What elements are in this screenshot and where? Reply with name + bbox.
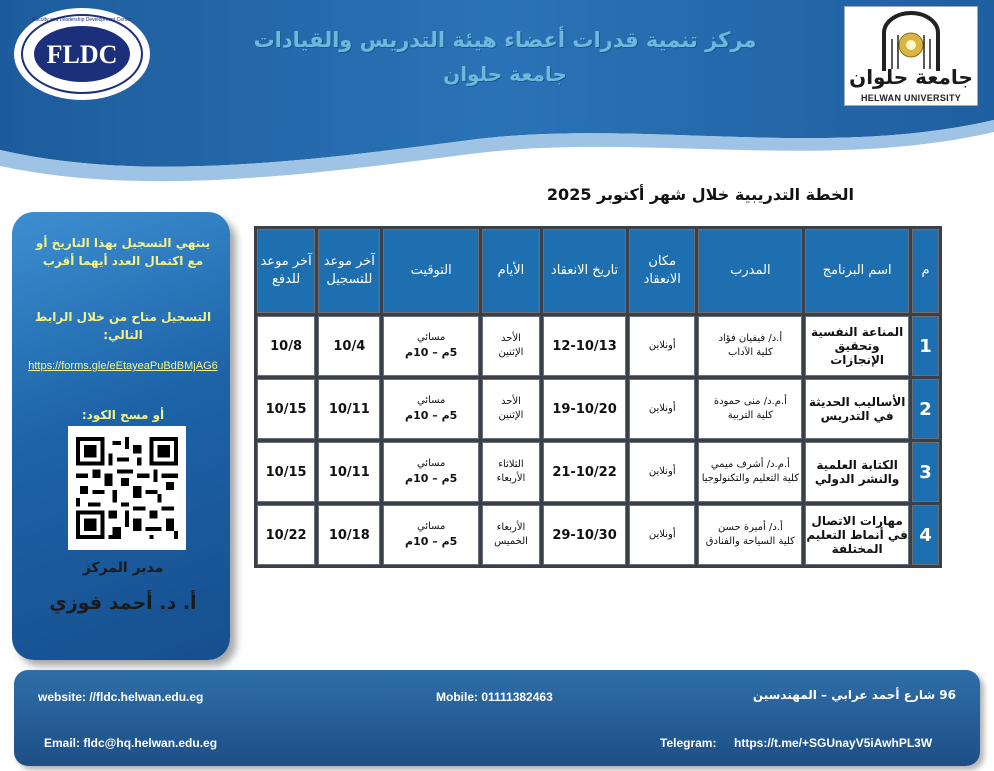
pay-deadline: 10/22 [257, 505, 315, 565]
header-date: تاريخ الانعقاد [543, 229, 626, 313]
trainer-faculty: كلية التعليم والتكنولوجيا [701, 473, 799, 484]
director-title: مدير المركز [82, 560, 164, 576]
header-venue: مكان الانعقاد [629, 229, 695, 313]
trainer-faculty: كلية السياحة والفنادق [705, 536, 795, 547]
director-name: أ. د. أحمد فوزي [49, 592, 197, 614]
program-name: الكتابة العلمية والنشر الدولي [805, 442, 909, 502]
reg-deadline: 10/4 [318, 316, 380, 376]
row-num: 2 [912, 379, 939, 439]
program-name: مهارات الاتصال في أنماط التعليم المختلفة [805, 505, 909, 565]
fldc-logo-text: FLDC [46, 40, 118, 69]
time-period: مسائي [416, 395, 446, 407]
trainer-name: أ.م.د/ منى حمودة [713, 396, 787, 407]
day-1: الأحد [501, 396, 521, 407]
session-date: 19-10/20 [543, 379, 626, 439]
contact-footer [14, 670, 980, 766]
pay-deadline: 10/15 [257, 442, 315, 502]
time-range: 5م – 10م [405, 346, 458, 360]
time-range: 5م – 10م [405, 472, 458, 486]
time-range: 5م – 10م [405, 409, 458, 423]
reg-deadline: 10/11 [318, 379, 380, 439]
time-period: مسائي [416, 521, 446, 533]
header-program: اسم البرنامج [805, 229, 909, 313]
pay-deadline: 10/15 [257, 379, 315, 439]
day-1: الأربعاء [496, 522, 526, 533]
time-range: 5م – 10م [405, 535, 458, 549]
time-cell [383, 442, 478, 502]
program-name: المناعة النفسية وتحقيق الإنجازات [805, 316, 909, 376]
header-reg-deadline: آخر موعد للتسجيل [318, 229, 380, 313]
time-cell [383, 505, 478, 565]
table-row [257, 316, 939, 376]
header-days: الأيام [482, 229, 540, 313]
trainer-name: أ.د/ أميرة حسن [717, 522, 783, 533]
center-subtitle: جامعة حلوان [443, 62, 567, 86]
training-schedule-table [254, 226, 942, 568]
trainer-name: أ.د/ فيفيان فؤاد [718, 333, 783, 344]
helwan-logo-arabic: جامعة حلوان [849, 65, 973, 89]
header-trainer: المدرب [698, 229, 802, 313]
address: 96 شارع أحمد عرابي – المهندسين [752, 688, 956, 702]
header-time: التوقيت [383, 229, 478, 313]
venue: أونلاين [629, 505, 695, 565]
row-num: 4 [912, 505, 939, 565]
days-cell [482, 316, 540, 376]
days-cell [482, 442, 540, 502]
days-cell [482, 505, 540, 565]
trainer-cell [698, 442, 802, 502]
venue: أونلاين [629, 442, 695, 502]
session-date: 12-10/13 [543, 316, 626, 376]
telegram-label: Telegram: [660, 736, 717, 750]
helwan-emblem-icon [878, 11, 944, 73]
website-link[interactable]: website: //fldc.helwan.edu.eg [38, 690, 204, 704]
center-title: مركز تنمية قدرات أعضاء هيئة التدريس والقيادات [253, 28, 757, 52]
trainer-faculty: كلية الآداب [727, 347, 773, 358]
header-pay-deadline: آخر موعد للدفع [257, 229, 315, 313]
day-2: الأربعاء [496, 473, 526, 484]
registration-note: التسجيل متاح من خلال الرابط التالي: [34, 310, 212, 342]
row-num: 1 [912, 316, 939, 376]
trainer-cell [698, 379, 802, 439]
day-1: الأحد [501, 333, 521, 344]
pay-deadline: 10/8 [257, 316, 315, 376]
time-period: مسائي [416, 332, 446, 344]
day-1: الثلاثاء [498, 459, 524, 470]
registration-form-link[interactable]: https://forms.gle/eEtayeaPuBdBMjAG6 [28, 360, 218, 372]
scan-note: أو مسح الكود: [81, 408, 165, 422]
session-date: 21-10/22 [543, 442, 626, 502]
registration-card [12, 212, 230, 660]
fldc-logo-ring-text: Faculty and Leadership Development Center [32, 17, 132, 23]
venue: أونلاين [629, 379, 695, 439]
time-cell [383, 379, 478, 439]
day-2: الإثنين [498, 410, 524, 421]
table-row [257, 505, 939, 565]
time-period: مسائي [416, 458, 446, 470]
time-cell [383, 316, 478, 376]
venue: أونلاين [629, 316, 695, 376]
reg-deadline: 10/11 [318, 442, 380, 502]
email-link[interactable]: Email: fldc@hq.helwan.edu.eg [44, 736, 218, 750]
table-header-row [257, 229, 939, 313]
day-2: الإثنين [498, 347, 524, 358]
helwan-university-logo [844, 6, 978, 106]
qr-code-icon[interactable] [68, 426, 186, 550]
fldc-logo [12, 6, 152, 102]
deadline-note: ينتهي التسجيل بهذا التاريخ أو مع اكتمال العدد أيهما أقرب [35, 236, 211, 268]
days-cell [482, 379, 540, 439]
trainer-name: أ.م.د/ أشرف ميمي [710, 459, 790, 470]
day-2: الخميس [494, 536, 528, 547]
trainer-faculty: كلية التربية [727, 410, 773, 421]
trainer-cell [698, 316, 802, 376]
telegram-link[interactable]: https://t.me/+SGUnayV5iAwhPL3W [734, 736, 933, 750]
helwan-logo-english: HELWAN UNIVERSITY [860, 93, 962, 103]
mobile-number: Mobile: 01111382463 [436, 690, 553, 704]
session-date: 29-10/30 [543, 505, 626, 565]
table-row [257, 442, 939, 502]
reg-deadline: 10/18 [318, 505, 380, 565]
program-name: الأساليب الحديثة في التدريس [805, 379, 909, 439]
row-num: 3 [912, 442, 939, 502]
plan-title: الخطة التدريبية خلال شهر أكتوبر 2025 [546, 185, 854, 204]
table-row [257, 379, 939, 439]
trainer-cell [698, 505, 802, 565]
header-num: م [912, 229, 939, 313]
